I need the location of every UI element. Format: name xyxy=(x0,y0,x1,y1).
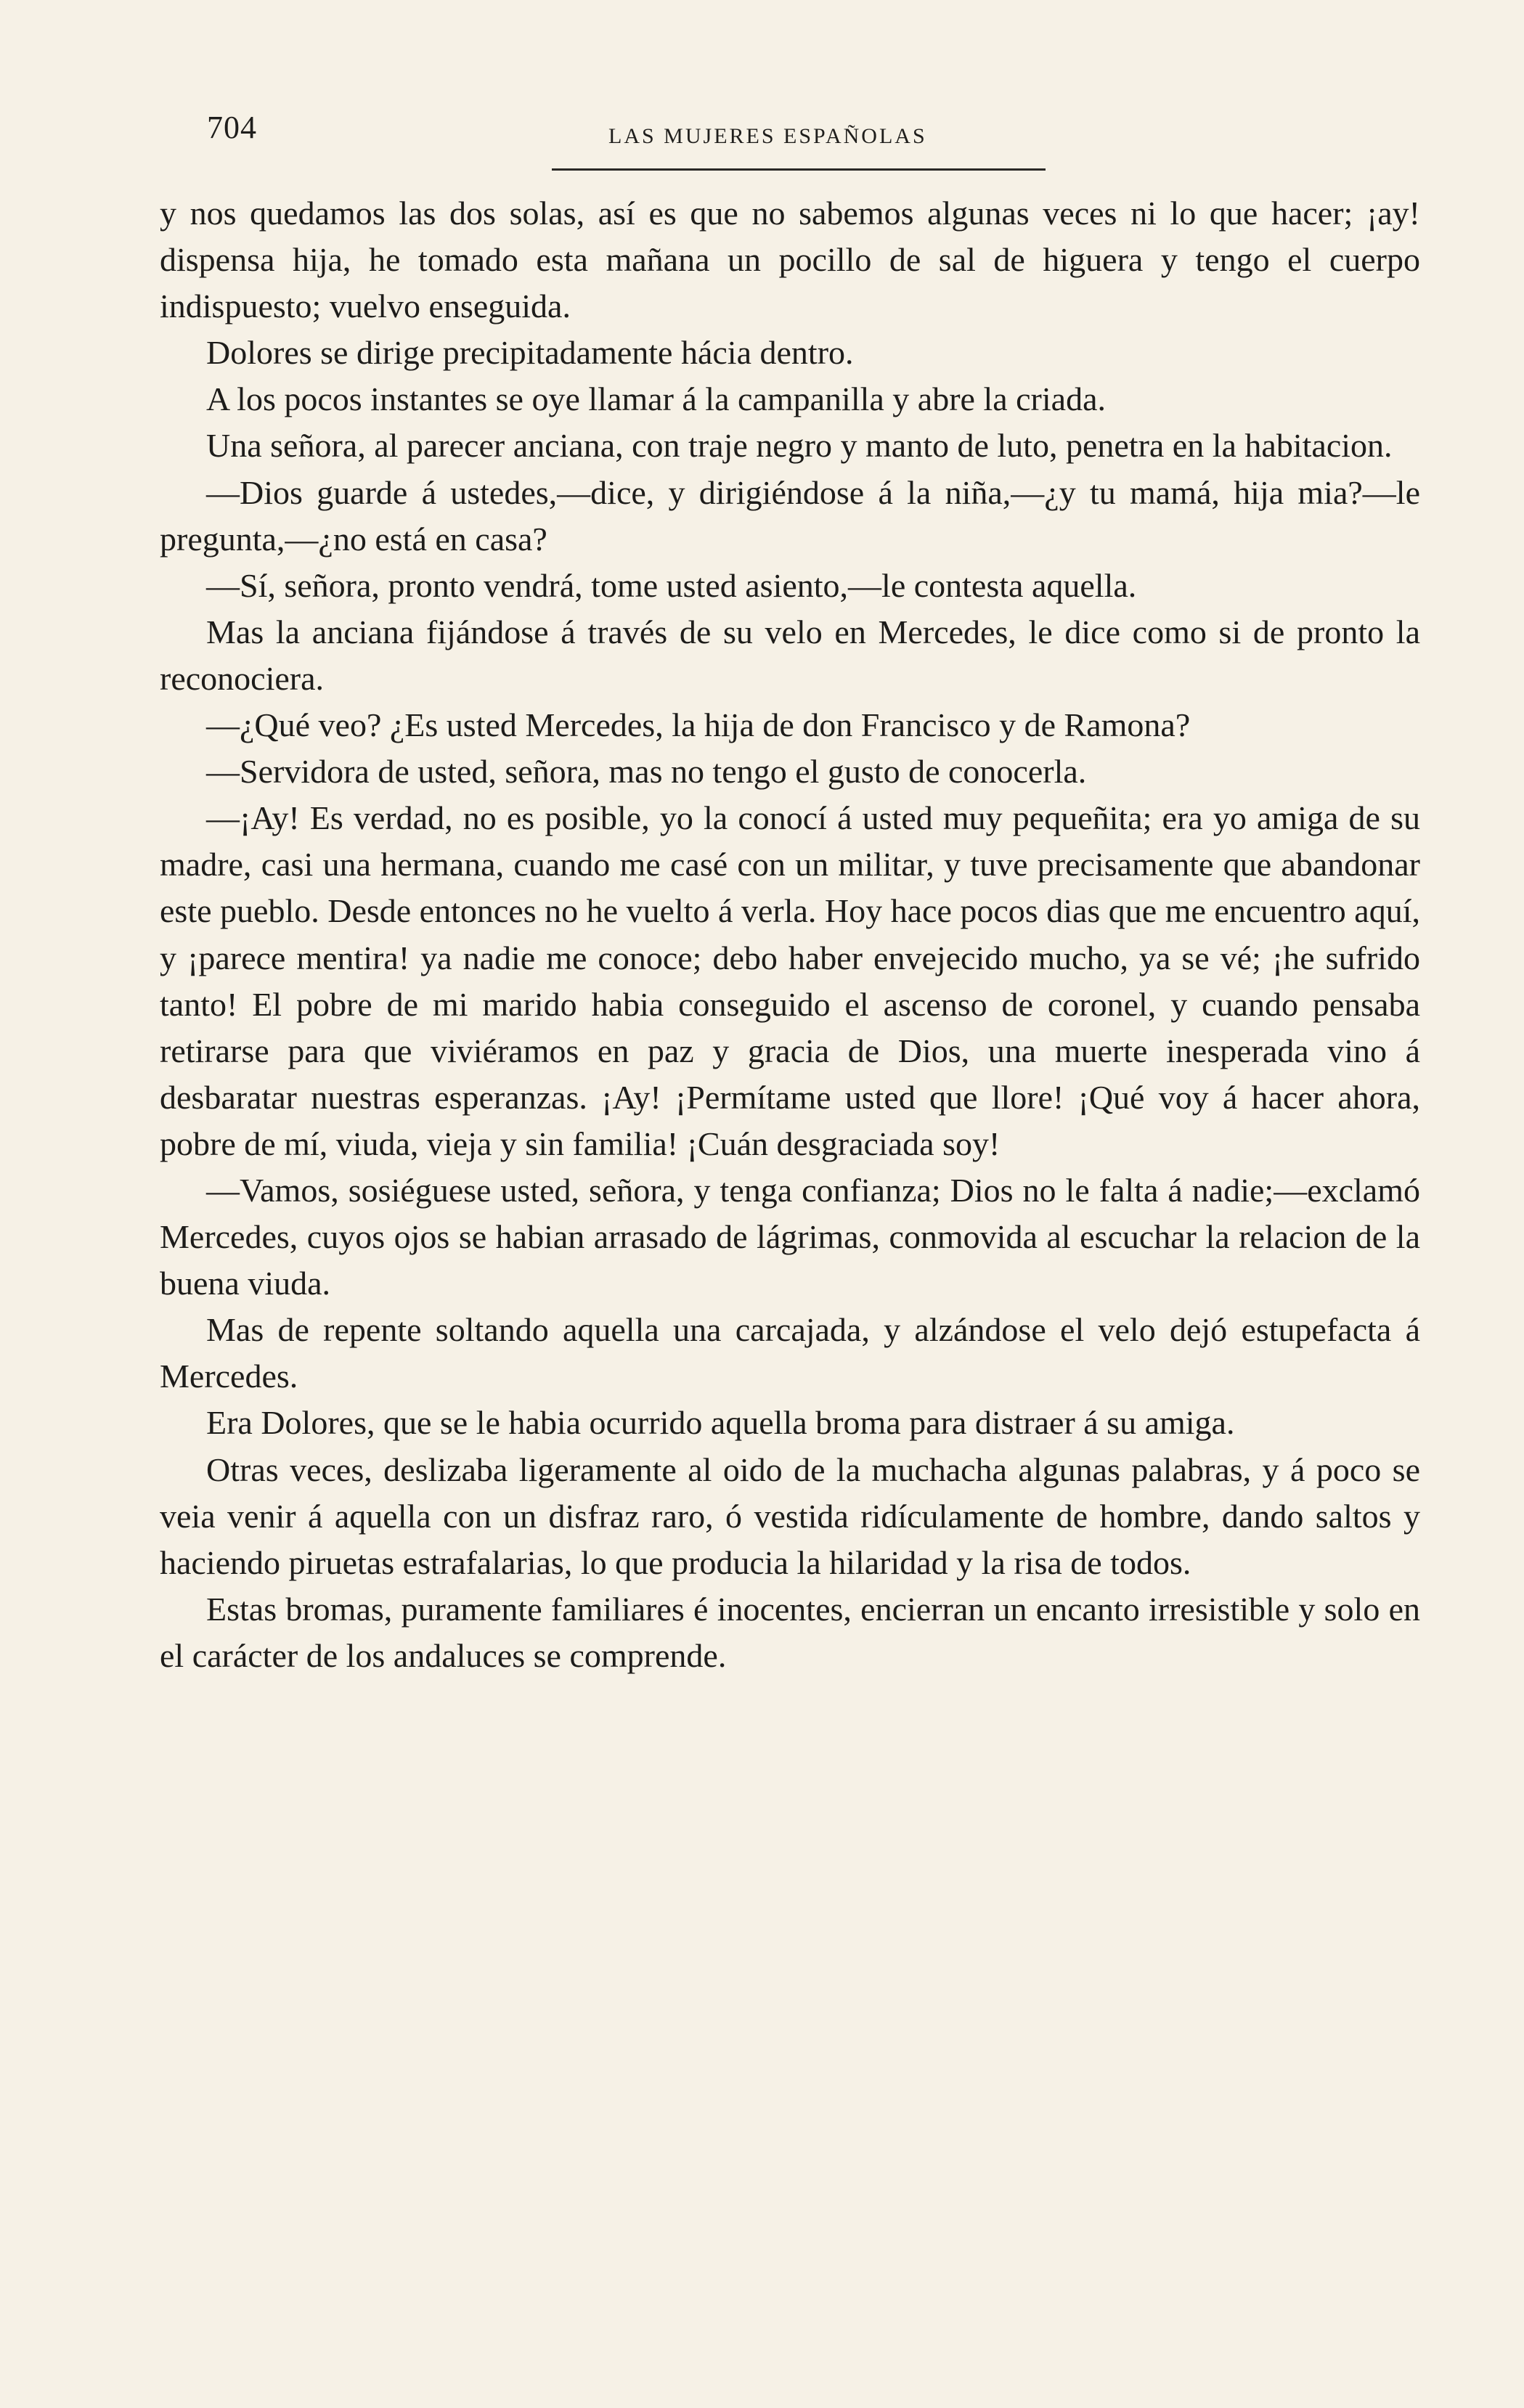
paragraph: A los pocos instantes se oye llamar á la campanilla y abre la criada. xyxy=(206,380,1106,418)
paragraph: —Servidora de usted, señora, mas no tengo el gusto de conocerla. xyxy=(206,753,1087,791)
body-text xyxy=(160,190,1420,1679)
paragraph: —Vamos, sosiéguese usted, señora, y tenga confianza; Dios no le falta á nadie;—exclamó Mercedes, cuyos ojos se habian arrasado de lágrimas, conmovida al escuchar la relacion de la buena viuda. xyxy=(160,1171,1420,1302)
page-number: 704 xyxy=(207,110,257,145)
paragraph: —¿Qué veo? ¿Es usted Mercedes, la hija de don Francisco y de Ramona? xyxy=(206,706,1191,744)
paragraph: Mas de repente soltando aquella una carcajada, y alzándose el velo dejó estupefacta á Mercedes. xyxy=(160,1311,1420,1395)
paragraph: Mas la anciana fijándose á través de su velo en Mercedes, le dice como si de pronto la reconociera. xyxy=(160,613,1420,697)
paragraph: Otras veces, deslizaba ligeramente al oido de la muchacha algunas palabras, y á poco se veia venir á aquella con un disfraz raro, ó vestida ridículamente de hombre, dando saltos y haciendo piruetas estrafalarias, lo que producia la hilaridad y la risa de todos. xyxy=(160,1450,1420,1581)
paragraph: Dolores se dirige precipitadamente hácia dentro. xyxy=(206,334,854,372)
page-header xyxy=(0,0,1524,167)
running-title: LAS MUJERES ESPAÑOLAS xyxy=(608,124,927,148)
paragraph: Una señora, al parecer anciana, con traje negro y manto de luto, penetra en la habitacion. xyxy=(206,427,1393,465)
header-rule xyxy=(552,168,1046,171)
paragraph: —Sí, señora, pronto vendrá, tome usted asiento,—le contesta aquella. xyxy=(206,566,1137,604)
paragraph: —Dios guarde á ustedes,—dice, y dirigiéndose á la niña,—¿y tu mamá, hija mia?—le pregunta,—¿no está en casa? xyxy=(160,473,1420,558)
paragraph: Estas bromas, puramente familiares é inocentes, encierran un encanto irresistible y solo en el carácter de los andaluces se comprende. xyxy=(160,1590,1420,1674)
paragraph: y nos quedamos las dos solas, así es que no sabemos algunas veces ni lo que hacer; ¡ay! dispensa hija, he tomado esta mañana un pocillo de sal de higuera y tengo el cuerpo indispuesto; vuelvo enseguida. xyxy=(160,195,1420,325)
paragraph: —¡Ay! Es verdad, no es posible, yo la conocí á usted muy pequeñita; era yo amiga de su madre, casi una hermana, cuando me casé con un militar, y tuve precisamente que abandonar este pueblo. Desde entonces no he vuelto á verla. Hoy hace pocos dias que me encuentro aquí, y ¡parece mentira! ya nadie me conoce; debo haber envejecido mucho, ya se vé; ¡he sufrido tanto! El pobre de mi marido habia conseguido el ascenso de coronel, y cuando pensaba retirarse para que viviéramos en paz y gracia de Dios, una muerte inesperada vino á desbaratar nuestras esperanzas. ¡Ay! ¡Permítame usted que llore! ¡Qué voy á hacer ahora, pobre de mí, viuda, vieja y sin familia! ¡Cuán desgraciada soy! xyxy=(160,799,1420,1162)
paragraph: Era Dolores, que se le habia ocurrido aquella broma para distraer á su amiga. xyxy=(206,1404,1235,1442)
